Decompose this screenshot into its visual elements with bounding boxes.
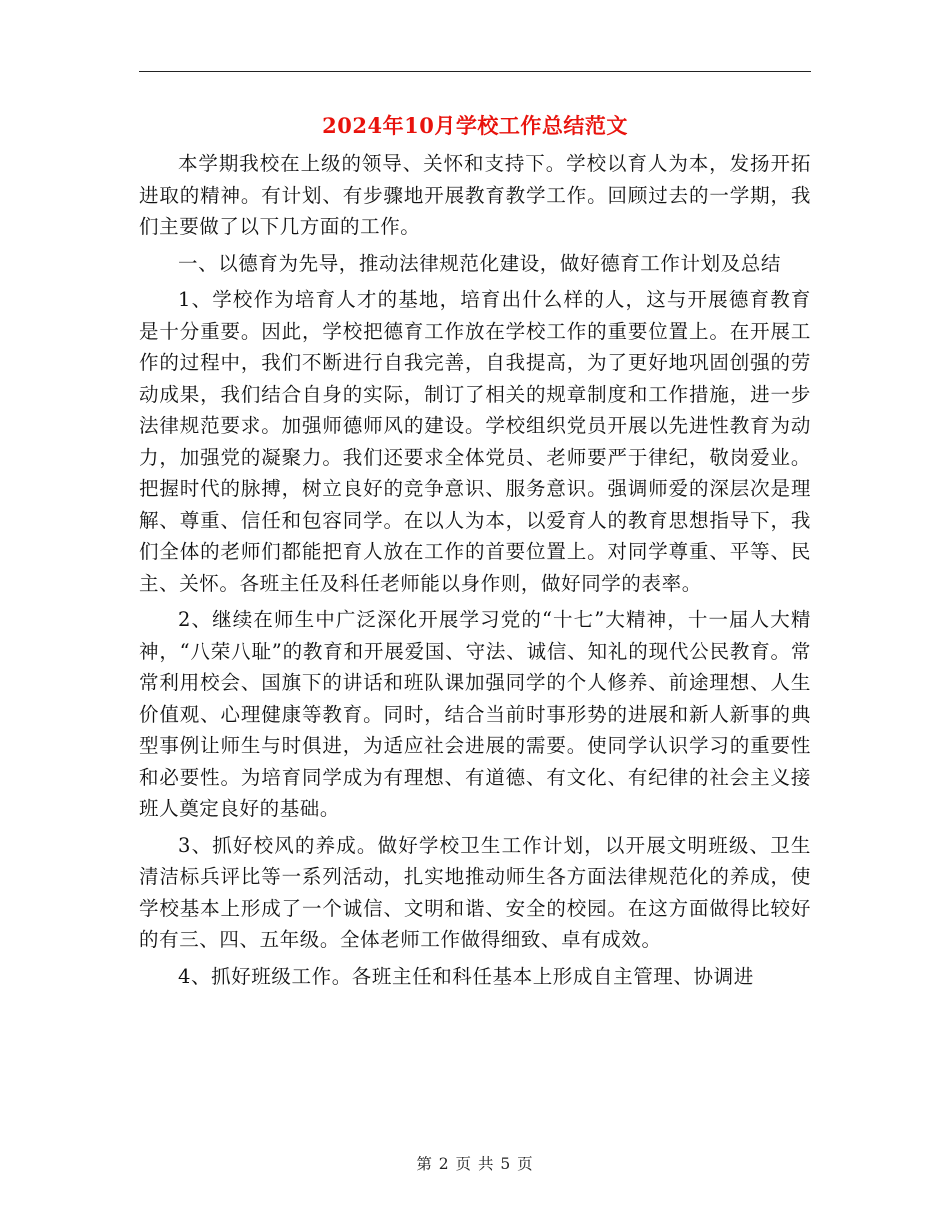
document-title: 2024年10月学校工作总结范文 (322, 113, 628, 138)
document-body (139, 148, 811, 992)
page-number-footer: 第 2 页 共 5 页 (416, 1155, 534, 1173)
section-heading: 一、以德育为先导，推动法律规范化建设，做好德育工作计划及总结 (178, 251, 782, 275)
header-rule (139, 71, 811, 72)
paragraph-item-1: 1、学校作为培育人才的基地，培育出什么样的人，这与开展德育教育是十分重要。因此，学校把德育工作放在学校工作的重要位置上。在开展工作的过程中，我们不断进行自我完善，自我提高，为了更好地巩固创强的劳动成果，我们结合自身的实际，制订了相关的规章制度和工作措施，进一步法律规范要求。加强师德师风的建设。学校组织党员开展以先进性教育为动力，加强党的凝聚力。我们还要求全体党员、老师要严于律纪，敬岗爱业。把握时代的脉搏，树立良好的竞争意识、服务意识。强调师爱的深层次是理解、尊重、信任和包容同学。在以人为本，以爱育人的教育思想指导下，我们全体的老师们都能把育人放在工作的首要位置上。对同学尊重、平等、民主、关怀。各班主任及科任老师能以身作则，做好同学的表率。 (139, 288, 811, 595)
intro-paragraph: 本学期我校在上级的领导、关怀和支持下。学校以育人为本，发扬开拓进取的精神。有计划、有步骤地开展教育教学工作。回顾过去的一学期，我们主要做了以下几方面的工作。 (139, 152, 811, 238)
paragraph-item-2: 2、继续在师生中广泛深化开展学习党的“十七”大精神，十一届人大精神，“八荣八耻”的教育和开展爱国、守法、诚信、知礼的现代公民教育。常常利用校会、国旗下的讲话和班队课加强同学的个人修养、前途理想、人生价值观、心理健康等教育。同时，结合当前时事形势的进展和新人新事的典型事例让师生与时俱进，为适应社会进展的需要。使同学认识学习的重要性和必要性。为培育同学成为有理想、有道德、有文化、有纪律的社会主义接班人奠定良好的基础。 (139, 608, 811, 820)
paragraph-item-3: 3、抓好校风的养成。做好学校卫生工作计划，以开展文明班级、卫生清洁标兵评比等一系列活动，扎实地推动师生各方面法律规范化的养成，使学校基本上形成了一个诚信、文明和谐、安全的校园。在这方面做得比较好的有三、四、五年级。全体老师工作做得细致、卓有成效。 (139, 833, 811, 951)
paragraph-item-4: 4、抓好班级工作。各班主任和科任基本上形成自主管理、协调进 (178, 964, 754, 988)
